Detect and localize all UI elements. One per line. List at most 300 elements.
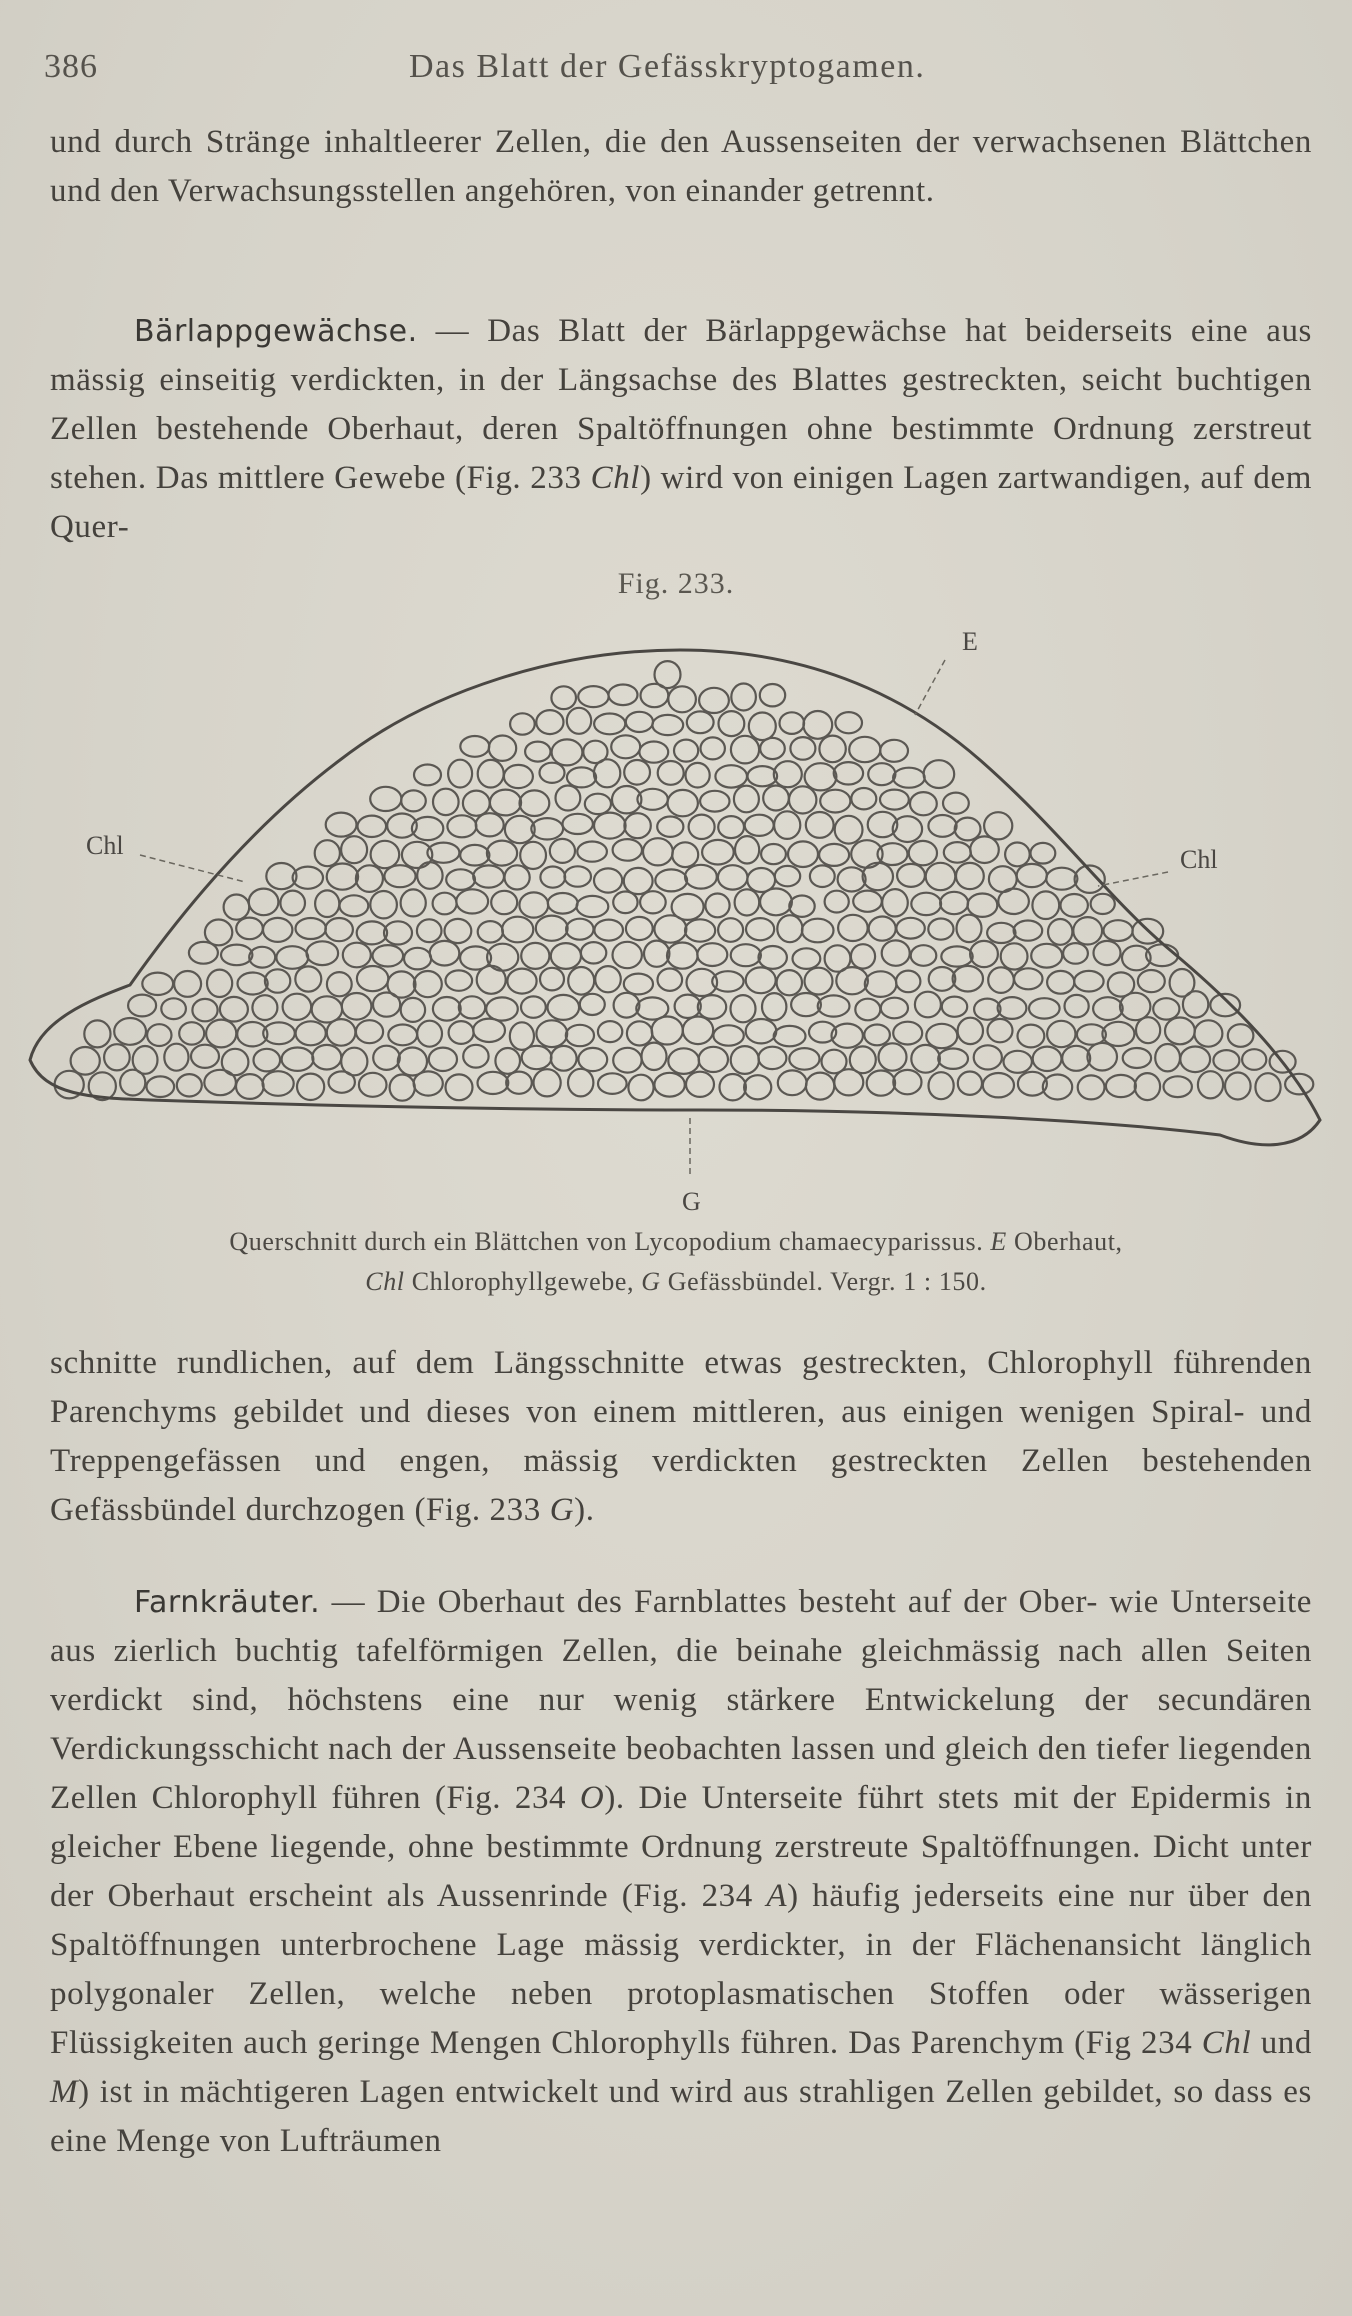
plant-cell — [942, 997, 967, 1017]
plant-cell — [577, 842, 607, 862]
plant-cell — [911, 893, 941, 915]
paragraph-text: schnitte rundlichen, auf dem Längsschnitte etwas gestreckten, Chlorophyll führenden Parenchyms gebildet und dieses von einem mittleren, aus einigen wenigen Spiral- und Treppengefässen und engen, mässig verdickten gestreckten Zellen bestehenden Gefässbündel durchzogen (Fig. 233 — [50, 1345, 1312, 1528]
plant-cell — [838, 867, 866, 891]
plant-cell — [540, 867, 565, 888]
plant-cell — [473, 865, 504, 887]
plant-cell — [1073, 917, 1102, 944]
plant-cell — [1183, 991, 1208, 1017]
plant-cell — [1074, 971, 1103, 992]
plant-cell — [1033, 1047, 1062, 1071]
plant-cell — [819, 844, 849, 866]
plant-cell — [735, 889, 760, 915]
plant-cell — [296, 1021, 326, 1045]
plant-cell — [825, 891, 849, 913]
plant-cell — [657, 817, 683, 837]
plant-cell — [955, 818, 981, 841]
plant-cell — [1213, 1050, 1239, 1071]
plant-cell — [896, 918, 924, 939]
plant-cell — [356, 865, 383, 892]
plant-cell — [644, 941, 669, 967]
plant-cell — [713, 1025, 743, 1045]
plant-cell — [207, 970, 232, 997]
plant-cell — [1005, 843, 1030, 867]
plant-cell — [613, 892, 637, 914]
plant-cell — [263, 918, 292, 942]
plant-cell — [998, 889, 1029, 914]
plant-cell — [1091, 894, 1115, 914]
plant-cell — [536, 916, 568, 941]
plant-cell — [473, 1019, 505, 1042]
plant-cell — [639, 742, 668, 763]
plant-cell — [252, 995, 277, 1020]
section-lead-farn: Farnkräuter. — [134, 1585, 321, 1620]
plant-cell — [689, 815, 715, 839]
plant-cell — [1242, 1049, 1266, 1070]
plant-cell — [864, 1025, 890, 1046]
plant-cell — [1155, 1044, 1180, 1071]
plant-cell — [789, 786, 816, 813]
plant-cell — [758, 1047, 786, 1069]
plant-cell — [161, 998, 186, 1019]
plant-cell — [460, 845, 489, 866]
plant-cell — [759, 946, 787, 969]
paragraph-text: und — [1251, 2025, 1312, 2061]
plant-cell — [594, 868, 622, 892]
plant-cell — [943, 793, 969, 814]
plant-cell — [928, 919, 953, 940]
italic-ref: G — [549, 1492, 575, 1528]
plant-cell — [1164, 1076, 1192, 1097]
plant-cell — [567, 708, 591, 734]
plant-cell — [697, 943, 727, 966]
plant-cell — [820, 790, 850, 813]
plant-cell — [491, 891, 517, 914]
plant-cell — [627, 1021, 652, 1045]
plant-cell — [655, 869, 687, 891]
paragraph-text: und durch Stränge inhaltleerer Zellen, die den Aussenseiten der verwachsenen Blättchen und den Verwachsungsstellen angehören, von einander getrennt. — [50, 124, 1312, 209]
plant-cell — [652, 715, 683, 735]
plant-cell — [191, 1045, 219, 1068]
plant-cell — [763, 786, 789, 811]
annotation-g: G — [682, 1187, 701, 1216]
plant-cell — [357, 966, 388, 991]
plant-cell — [371, 841, 400, 868]
caption-text: Chlorophyllgewebe, — [404, 1267, 642, 1296]
plant-cell — [1017, 864, 1047, 887]
plant-cell — [568, 1069, 593, 1097]
plant-cell — [598, 1021, 622, 1042]
plant-cell — [446, 1074, 473, 1100]
plant-cell — [189, 942, 218, 964]
plant-cell — [433, 893, 457, 915]
plant-cell — [1198, 1071, 1223, 1098]
caption-italic-g: G — [641, 1267, 661, 1296]
plant-cell — [220, 997, 248, 1022]
plant-cell — [880, 740, 908, 762]
plant-cell — [327, 972, 352, 996]
plant-cell — [788, 841, 818, 867]
plant-cell — [417, 1021, 442, 1047]
plant-cell — [1093, 997, 1123, 1020]
plant-cell — [641, 684, 669, 707]
plant-cell — [315, 840, 340, 866]
plant-cell — [147, 1024, 171, 1046]
plant-cell — [836, 967, 868, 994]
plant-cell — [580, 994, 605, 1015]
plant-cell — [359, 1073, 387, 1097]
plant-cell — [585, 794, 611, 814]
plant-cell — [720, 1074, 746, 1100]
plant-cell — [447, 815, 476, 837]
plant-cell — [802, 919, 834, 943]
plant-cell — [760, 889, 792, 916]
plant-cell — [1135, 1073, 1160, 1100]
plant-cell — [1225, 1073, 1251, 1100]
plant-cell — [882, 889, 908, 916]
plant-cell — [1047, 971, 1074, 994]
figure-caption — [60, 1222, 1292, 1302]
plant-cell — [373, 945, 404, 966]
plant-cell — [686, 763, 710, 788]
plant-cell — [640, 891, 666, 913]
plant-cell — [929, 967, 956, 991]
paragraph-text: — Das Blatt der Bärlappgewächse hat beiderseits eine aus mässig einseitig verdickten, in der Längsachse des Blattes gestreckten, seicht buchtigen Zellen bestehende Oberhaut, deren Spaltöffnungen ohne bestimmte Ordnung zerstreut stehen. Das mittlere Gewebe (Fig. 233 — [50, 313, 1312, 496]
plant-cell — [594, 813, 626, 839]
plant-cell — [746, 1019, 777, 1043]
paragraph-text: ) ist in mächtigeren Lagen entwickelt und wird aus strahligen Zellen gebildet, so dass es eine Menge von Lufträumen — [50, 2074, 1312, 2159]
plant-cell — [548, 995, 580, 1020]
plant-cell — [1048, 919, 1072, 945]
plant-cell — [806, 812, 834, 838]
plant-cell — [879, 1043, 907, 1070]
plant-cell — [128, 995, 156, 1017]
plant-cell — [780, 712, 805, 734]
plant-cell — [805, 763, 837, 790]
paragraph-text: ) wird von einigen Lagen zartwandigen, auf dem Quer- — [50, 460, 1313, 545]
plant-cell — [1106, 1075, 1136, 1097]
plant-cell — [762, 993, 786, 1020]
plant-cell — [463, 791, 490, 816]
italic-ref: Chl — [590, 460, 641, 496]
plant-cell — [775, 866, 800, 886]
plant-cell — [1165, 1018, 1195, 1045]
plant-cell — [325, 918, 353, 941]
plant-cell — [315, 890, 339, 917]
plant-cell — [834, 762, 863, 784]
annotation-e: E — [962, 627, 978, 656]
plant-cell — [1087, 1043, 1117, 1071]
plant-cell — [249, 889, 279, 916]
plant-cell — [998, 997, 1027, 1019]
annotation-chl-right: Chl — [1180, 845, 1218, 874]
plant-cell — [790, 737, 815, 760]
plant-cell — [910, 792, 937, 815]
plant-cell — [777, 915, 802, 942]
plant-cell — [718, 865, 748, 889]
plant-cell — [611, 735, 640, 758]
plant-cell — [552, 739, 583, 765]
plant-cell — [460, 736, 489, 757]
caption-italic-e: E — [990, 1227, 1007, 1256]
plant-cell — [489, 736, 516, 761]
plant-cell — [236, 918, 263, 940]
plant-cell — [312, 1045, 341, 1070]
plant-cell — [414, 1071, 443, 1095]
plant-cell — [1063, 943, 1088, 964]
plant-cell — [987, 923, 1015, 943]
paragraph-text: ). Die Unterseite führt stets mit der Epidermis in gleicher Ebene liegende, ohne bestimmte Ordnung zerstreute Spaltöffnungen. Dicht unter der Oberhaut erscheint als Aussenrinde (Fig. 234 — [50, 1780, 1313, 1914]
plant-cell — [970, 836, 999, 863]
annotation-chl-left: Chl — [86, 831, 124, 860]
plant-cell — [502, 917, 533, 943]
plant-cell — [356, 1020, 383, 1043]
plant-cell — [373, 993, 400, 1017]
plant-cell — [698, 995, 726, 1019]
plant-cell — [731, 944, 761, 966]
plant-cell — [626, 712, 653, 732]
leaf-cross-section-figure — [0, 600, 1352, 1220]
plant-cell — [1102, 1022, 1134, 1046]
plant-cell — [478, 921, 503, 942]
plant-cell — [478, 1072, 509, 1094]
plant-cell — [944, 842, 971, 863]
plant-cell — [358, 816, 387, 837]
page-number: 386 — [44, 48, 98, 85]
plant-cell — [221, 945, 252, 966]
italic-ref: O — [579, 1780, 605, 1816]
plant-cell — [805, 968, 833, 995]
plant-cell — [957, 915, 982, 942]
plant-cell — [384, 921, 412, 944]
plant-cell — [401, 790, 426, 811]
plant-cell — [869, 917, 896, 941]
plant-cell — [746, 967, 776, 993]
italic-ref: A — [766, 1878, 788, 1914]
plant-cell — [958, 1072, 982, 1095]
plant-cell — [835, 816, 863, 844]
plant-cell — [613, 839, 642, 861]
plant-cell — [357, 921, 387, 944]
plant-cell — [1104, 920, 1133, 941]
plant-cell — [1123, 1048, 1151, 1068]
plant-cell — [686, 1072, 714, 1097]
plant-cell — [568, 967, 594, 995]
plant-cell — [700, 791, 729, 812]
plant-cell — [522, 1046, 552, 1069]
plant-cell — [563, 814, 593, 834]
plant-cell — [685, 865, 717, 889]
plant-cell — [370, 891, 397, 918]
plant-cell — [490, 790, 521, 816]
plant-cell — [938, 1049, 968, 1069]
caption-text: Oberhaut, — [1006, 1227, 1123, 1256]
plant-cell — [1062, 1046, 1090, 1071]
plant-cell — [297, 1074, 324, 1100]
plant-cell — [613, 1048, 641, 1073]
leader-line-e — [915, 660, 945, 715]
plant-cell — [449, 1021, 474, 1044]
plant-cell — [683, 1017, 713, 1045]
plant-cell — [534, 1069, 561, 1096]
plant-cell — [614, 993, 640, 1018]
plant-cell — [748, 766, 778, 786]
plant-cell — [958, 1018, 983, 1044]
plant-cell — [477, 966, 506, 994]
plant-cell — [881, 998, 908, 1019]
plant-cell — [1029, 998, 1060, 1018]
plant-cell — [896, 971, 920, 993]
plant-cell — [433, 789, 459, 815]
plant-cell — [401, 889, 426, 916]
plant-cell — [280, 891, 305, 916]
plant-cell — [926, 863, 956, 890]
plant-cell — [147, 1076, 175, 1097]
plant-cell — [613, 942, 642, 968]
plant-cell — [974, 1045, 1002, 1069]
plant-cell — [983, 1073, 1014, 1097]
plant-cell — [911, 945, 937, 966]
plant-cell — [430, 941, 460, 966]
plant-cell — [548, 893, 578, 914]
plant-cell — [699, 688, 729, 713]
plant-cell — [929, 1072, 954, 1099]
plant-cell — [507, 969, 536, 994]
plant-cell — [551, 686, 576, 709]
plant-cell — [1031, 944, 1062, 968]
plant-cell — [567, 767, 596, 787]
plant-cell — [204, 1070, 236, 1095]
plant-cell — [448, 760, 472, 788]
plant-cell — [504, 765, 533, 788]
plant-cell — [760, 738, 785, 759]
plant-cell — [536, 1020, 567, 1047]
plant-cell — [668, 790, 698, 816]
plant-cell — [174, 971, 201, 997]
plant-cell — [179, 1022, 204, 1044]
plant-cell — [970, 941, 998, 967]
plant-cell — [893, 1022, 922, 1045]
plant-cell — [487, 841, 517, 866]
plant-cell — [897, 864, 925, 887]
plant-cell — [956, 863, 984, 889]
plant-cell — [463, 1045, 488, 1068]
plant-cell — [114, 1018, 146, 1045]
plant-cell — [803, 711, 832, 739]
caption-italic-chl: Chl — [365, 1267, 405, 1296]
plant-cell — [1136, 1017, 1160, 1043]
paragraph-text: ) häufig jederseits eine nur über den Spaltöffnungen unterbrochene Lage mässig verdickter, in der Flächenansicht länglich polygonaler Zellen, welche neben protoplasmatischen Stoffen oder wässerigen Flüssigkeiten auch geringe Mengen Chlorophylls führen. Das Parenchym (Fig 234 — [50, 1878, 1312, 2061]
plant-cell — [941, 946, 972, 966]
plant-cell — [520, 842, 546, 869]
plant-cell — [940, 892, 968, 914]
plant-cell — [417, 919, 442, 942]
plant-cell — [253, 1049, 280, 1072]
plant-cell — [654, 1073, 684, 1097]
plant-cell — [834, 1069, 863, 1095]
plant-cell — [446, 869, 475, 890]
plant-cell — [1018, 1025, 1045, 1048]
plant-cell — [731, 736, 759, 764]
plant-cell — [1031, 843, 1056, 864]
plant-cell — [668, 686, 696, 712]
plant-cell — [578, 686, 608, 707]
plant-cell — [731, 1046, 759, 1074]
italic-ref: M — [50, 2074, 79, 2110]
plant-cell — [1065, 995, 1089, 1017]
plant-cell — [486, 997, 518, 1020]
plant-cell — [674, 740, 698, 762]
plant-cell — [326, 813, 357, 837]
plant-cell — [626, 917, 653, 940]
plant-cell — [628, 1075, 653, 1101]
plant-cell — [1032, 891, 1059, 919]
italic-ref: Chl — [1201, 2025, 1252, 2061]
plant-cell — [624, 760, 650, 785]
plant-cell — [510, 713, 535, 734]
plant-cell — [520, 790, 550, 816]
plant-cell — [327, 864, 358, 890]
plant-cell — [851, 788, 876, 809]
plant-cell — [577, 896, 609, 917]
plant-cell — [774, 1026, 806, 1046]
plant-cell — [893, 1070, 921, 1094]
plant-cell — [777, 970, 802, 995]
plant-cell — [417, 862, 442, 889]
plant-cell — [774, 811, 800, 839]
plant-cell — [404, 948, 431, 970]
plant-cell — [459, 996, 485, 1018]
plant-cell — [1138, 970, 1165, 992]
paragraph-continuation — [50, 118, 1312, 216]
plant-cell — [642, 1043, 667, 1070]
plant-cell — [819, 736, 845, 763]
plant-cell — [745, 815, 774, 836]
plant-cell — [778, 1070, 807, 1095]
plant-cell — [595, 966, 621, 992]
plant-cell — [624, 974, 653, 995]
plant-cell — [551, 943, 581, 969]
plant-cell — [702, 840, 734, 865]
figure-label: Fig. 233. — [617, 567, 735, 600]
plant-cell — [744, 1075, 771, 1099]
plant-cell — [806, 1073, 834, 1100]
plant-cell — [882, 940, 910, 965]
plant-cell — [594, 759, 620, 787]
plant-cell — [164, 1044, 188, 1071]
plant-cell — [566, 919, 593, 940]
plant-cell — [142, 973, 173, 995]
plant-cell — [863, 863, 893, 890]
plant-cell — [581, 942, 606, 963]
plant-cell — [865, 971, 897, 997]
paragraph-text: — Die Oberhaut des Farnblattes besteht auf der Ober- wie Unterseite aus zierlich buchtig tafelförmigen Zellen, die beinahe gleichmässig nach allen Seiten verdickt sind, höchstens eine nur wenig stärkere Entwickelung der secundären Verdickungsschicht nach der Aussenseite beobachten lassen und gleich den tiefer liegenden Zellen Chlorophyll führen (Fig. 234 — [50, 1584, 1312, 1816]
plant-cell — [988, 1019, 1013, 1042]
paragraph-text: ). — [574, 1492, 595, 1528]
plant-cell — [342, 993, 372, 1020]
plant-cell — [566, 1025, 594, 1046]
plant-cell — [598, 1073, 627, 1094]
plant-cell — [924, 760, 955, 788]
plant-cell — [855, 999, 880, 1021]
paragraph-lycopodiaceae — [50, 307, 1312, 552]
plant-cell — [760, 684, 785, 706]
plant-cell — [731, 995, 756, 1022]
plant-cell — [401, 998, 425, 1022]
plant-cell — [456, 889, 488, 913]
plant-cell — [1094, 941, 1121, 965]
plant-cell — [746, 918, 774, 940]
plant-cell — [761, 844, 786, 864]
